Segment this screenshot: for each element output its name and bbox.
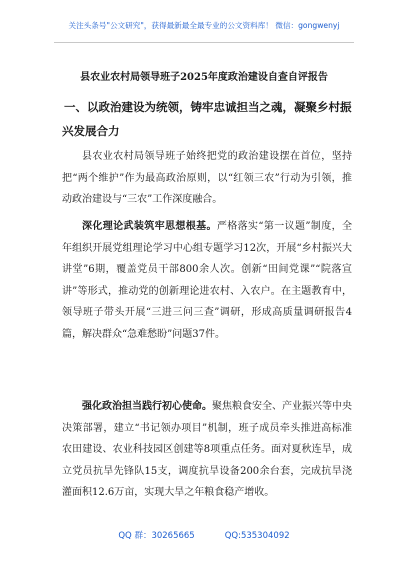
paragraph-lead: 深化理论武装筑牢思想根基。: [82, 221, 217, 232]
paragraph-body: 严格落实“第一议题”制度，全年组织开展党组理论学习中心组专题学习12次，开展“乡村振兴大讲堂”6期，覆盖党员干部800余人次。创新“田间党课”“院落宣讲”等形式，推动党的创新理论进农村、入农户。在主题教育中，领导班子带头开展“三进三问三查”调研，形成高质量调研报告4篇，解决群众“急难愁盼”问题37件。: [62, 221, 352, 340]
header-banner: 关注头条号"公文研究"，获得最新最全最专业的公文资料库！ 微信：gongwenyj: [68, 21, 340, 30]
paragraph-body: 县农业农村局领导班子始终把党的政治建设摆在首位，坚持把“两个维护”作为最高政治原则，以“红领三农”行动为引领，推动政治建设与“三农”工作深度融合。: [62, 151, 352, 206]
paragraph-theory: [62, 216, 352, 346]
paragraph-lead: 强化政治担当践行初心使命。: [82, 401, 212, 412]
header-divider: [54, 42, 354, 43]
paragraph-mission: [62, 396, 352, 504]
footer-qq-group: QQ 群：30265665: [118, 531, 195, 541]
paragraph-body: 聚焦粮食安全、产业振兴等中央决策部署，建立“书记领办项目”机制，班子成员牵头推进高标准农田建设、农业科技园区创建等8项重点任务。面对夏秋连旱，成立党员抗旱先锋队15支，调度抗旱设备200余台套，完成抗旱浇灌面积12.6万亩，实现大旱之年粮食稳产增收。: [62, 401, 352, 499]
document-title: 县农业农村局领导班子2025年度政治建设自查自评报告: [80, 72, 328, 83]
paragraph-intro: [62, 146, 352, 211]
footer-qq-number: QQ:535304092: [224, 531, 290, 541]
section-heading: 一、以政治建设为统领，铸牢忠诚担当之魂，凝聚乡村振兴发展合力: [62, 100, 352, 138]
footer-contact: [0, 529, 408, 541]
